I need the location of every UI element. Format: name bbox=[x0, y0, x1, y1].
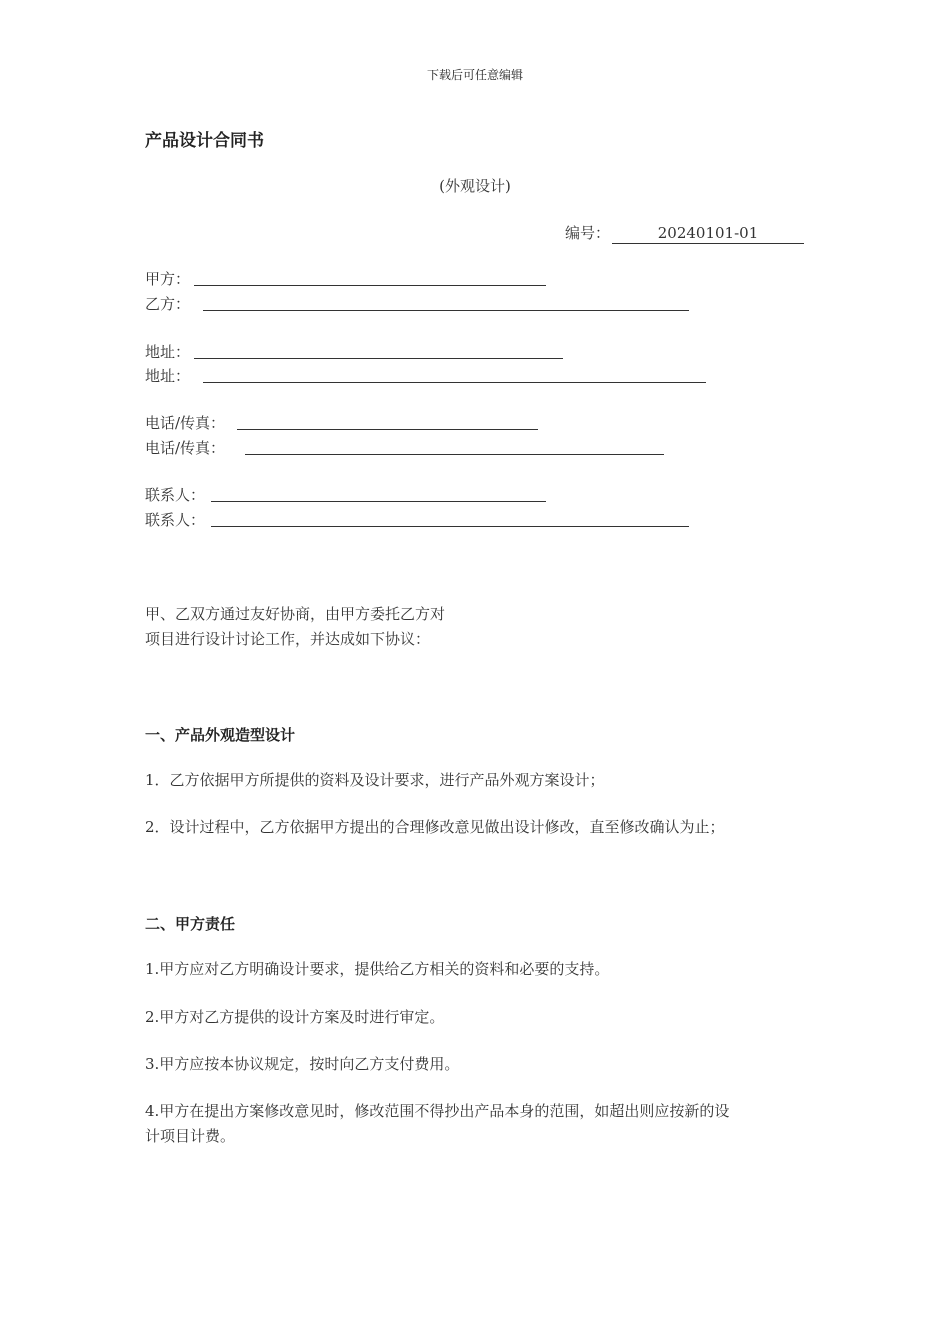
section-2-item-4-line-1: 4.甲方在提出方案修改意见时，修改范围不得抄出产品本身的范围，如超出则应按新的设 bbox=[145, 1102, 730, 1120]
party-a-field bbox=[145, 268, 565, 290]
address-b-label: 地址： bbox=[145, 367, 191, 385]
section-2-heading: 二、甲方责任 bbox=[145, 915, 236, 933]
header-note: 下载后可任意编辑 bbox=[426, 68, 523, 82]
party-a-blank-line bbox=[194, 285, 546, 286]
phone-a-blank-line bbox=[237, 429, 538, 430]
contact-b-label: 联系人： bbox=[145, 511, 206, 529]
document-subtitle: (外观设计) bbox=[439, 177, 511, 195]
document-title: 产品设计合同书 bbox=[145, 131, 264, 151]
party-b-label: 乙方： bbox=[145, 295, 191, 313]
contract-number bbox=[565, 222, 804, 244]
intro-line-1: 甲、乙双方通过友好协商，由甲方委托乙方对 bbox=[145, 605, 446, 623]
party-b-field bbox=[145, 293, 705, 315]
address-a-label: 地址： bbox=[145, 343, 191, 361]
address-a-blank-line bbox=[194, 358, 563, 359]
party-a-label: 甲方： bbox=[145, 270, 191, 288]
intro-line-2: 项目进行设计讨论工作，并达成如下协议： bbox=[145, 630, 431, 648]
address-b-field bbox=[145, 365, 725, 387]
address-a-field bbox=[145, 341, 585, 363]
contact-a-label: 联系人： bbox=[145, 486, 206, 504]
section-1-item-2: 2．设计过程中，乙方依据甲方提出的合理修改意见做出设计修改，直至修改确认为止； bbox=[145, 818, 725, 836]
contact-a-blank-line bbox=[211, 501, 546, 502]
phone-b-field bbox=[145, 437, 685, 459]
phone-b-label: 电话/传真： bbox=[145, 439, 226, 457]
phone-a-field bbox=[145, 412, 565, 434]
contact-b-field bbox=[145, 509, 705, 531]
contract-number-value: 20240101-01 bbox=[612, 224, 804, 244]
section-2-item-4-line-2: 计项目计费。 bbox=[145, 1127, 236, 1145]
contact-a-field bbox=[145, 484, 565, 506]
section-2-item-2: 2.甲方对乙方提供的设计方案及时进行审定。 bbox=[145, 1008, 445, 1026]
section-1-heading: 一、产品外观造型设计 bbox=[145, 726, 296, 744]
contact-b-blank-line bbox=[211, 526, 689, 527]
party-b-blank-line bbox=[203, 310, 689, 311]
phone-a-label: 电话/传真： bbox=[145, 414, 226, 432]
section-2-item-1: 1.甲方应对乙方明确设计要求，提供给乙方相关的资料和必要的支持。 bbox=[145, 960, 610, 978]
phone-b-blank-line bbox=[245, 454, 664, 455]
contract-number-label: 编号： bbox=[565, 224, 611, 242]
address-b-blank-line bbox=[203, 382, 706, 383]
section-1-item-1: 1．乙方依据甲方所提供的资料及设计要求，进行产品外观方案设计； bbox=[145, 771, 605, 789]
section-2-item-3: 3.甲方应按本协议规定，按时向乙方支付费用。 bbox=[145, 1055, 460, 1073]
